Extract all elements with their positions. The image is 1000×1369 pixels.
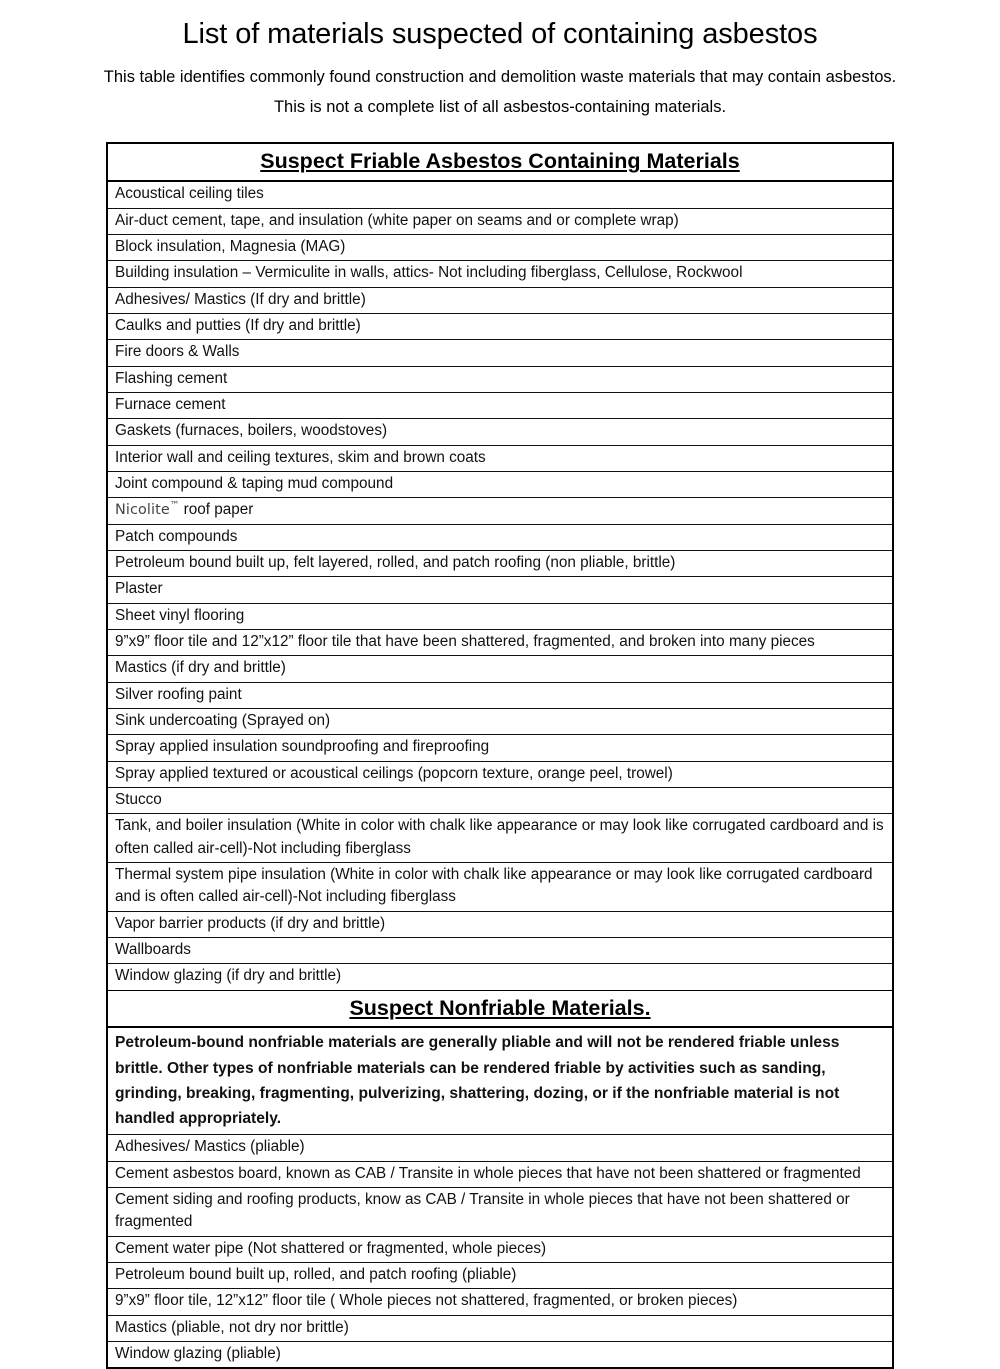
- material-row-nicolite-roof-paper: [108, 498, 892, 524]
- subtitle-line-1: This table identifies commonly found construction and demolition waste materials that may contain asbestos.: [103, 68, 897, 87]
- subtitle-line-2: This is not a complete list of all asbestos-containing materials.: [273, 97, 727, 116]
- material-nonfriable-row: Petroleum bound built up, rolled, and patch roofing (pliable): [108, 1263, 892, 1289]
- material-friable-row: Stucco: [108, 788, 892, 814]
- brand-name-nicolite: Nicolite™: [115, 500, 180, 519]
- material-friable-row: Wallboards: [108, 938, 892, 964]
- material-friable-row: Thermal system pipe insulation (White in color with chalk like appearance or may look like corrugated cardboard and is often called air-cell)-Not including fiberglass: [108, 863, 892, 912]
- material-friable-row: Spray applied insulation soundproofing and fireproofing: [108, 735, 892, 761]
- material-friable-row: Fire doors & Walls: [108, 340, 892, 366]
- material-friable-row: Block insulation, Magnesia (MAG): [108, 235, 892, 261]
- trademark-icon: ™: [169, 500, 180, 512]
- material-friable-row: Spray applied textured or acoustical ceilings (popcorn texture, orange peel, trowel): [108, 762, 892, 788]
- material-friable-row: Patch compounds: [108, 525, 892, 551]
- friable-rows-container: [108, 182, 892, 989]
- material-friable-row: Caulks and putties (If dry and brittle): [108, 314, 892, 340]
- nonfriable-intro-paragraph: Petroleum-bound nonfriable materials are generally pliable and will not be rendered friable unless brittle. Other types of nonfriable materials can be rendered friable by activities such as sanding, grinding, breaking, fragmenting, pulverizing, shattering, dozing, or if the nonfriable material is not handled appropriately.: [108, 1028, 892, 1135]
- material-friable-row: Joint compound & taping mud compound: [108, 472, 892, 498]
- material-friable-row: Acoustical ceiling tiles: [108, 182, 892, 208]
- material-nonfriable-row: Cement water pipe (Not shattered or fragmented, whole pieces): [108, 1237, 892, 1263]
- material-nonfriable-row: Cement asbestos board, known as CAB / Transite in whole pieces that have not been shattered or fragmented: [108, 1162, 892, 1188]
- material-friable-row: Adhesives/ Mastics (If dry and brittle): [108, 288, 892, 314]
- material-nonfriable-row: Window glazing (pliable): [115, 1345, 281, 1363]
- material-friable-row: Air-duct cement, tape, and insulation (white paper on seams and or complete wrap): [108, 209, 892, 235]
- material-friable-row: Gaskets (furnaces, boilers, woodstoves): [108, 419, 892, 445]
- material-friable-row: Building insulation – Vermiculite in walls, attics- Not including fiberglass, Cellulose, Rockwool: [108, 261, 892, 287]
- asbestos-materials-table: [106, 142, 894, 1369]
- material-nonfriable-row: 9”x9” floor tile, 12”x12” floor tile ( Whole pieces not shattered, fragmented, or broken pieces): [108, 1289, 892, 1315]
- section-header-friable: [108, 144, 892, 182]
- material-row-label: roof paper: [179, 501, 254, 519]
- material-nonfriable-row: Cement siding and roofing products, know as CAB / Transite in whole pieces that have not been shattered or fragmented: [108, 1188, 892, 1237]
- material-friable-row: Vapor barrier products (if dry and brittle): [108, 912, 892, 938]
- material-friable-row: Silver roofing paint: [108, 683, 892, 709]
- material-friable-row: Plaster: [108, 577, 892, 603]
- nonfriable-rows-container: [108, 1135, 892, 1367]
- material-friable-row: Furnace cement: [108, 393, 892, 419]
- material-friable-row: Interior wall and ceiling textures, skim and brown coats: [108, 446, 892, 472]
- material-friable-row: Tank, and boiler insulation (White in color with chalk like appearance or may look like corrugated cardboard and is often called air-cell)-Not including fiberglass: [108, 814, 892, 863]
- material-friable-row: Sheet vinyl flooring: [108, 604, 892, 630]
- material-friable-row: Petroleum bound built up, felt layered, rolled, and patch roofing (non pliable, brittle): [108, 551, 892, 577]
- section-header-nonfriable: [108, 990, 892, 1029]
- material-friable-row: Flashing cement: [108, 367, 892, 393]
- material-friable-row: 9”x9” floor tile and 12”x12” floor tile that have been shattered, fragmented, and broken into many pieces: [108, 630, 892, 656]
- material-friable-row: Window glazing (if dry and brittle): [115, 967, 342, 985]
- material-nonfriable-row: Mastics (pliable, not dry nor brittle): [108, 1316, 892, 1342]
- material-friable-row: Sink undercoating (Sprayed on): [108, 709, 892, 735]
- section-header-friable-label: Suspect Friable Asbestos Containing Materials: [260, 149, 740, 174]
- material-friable-row: Mastics (if dry and brittle): [108, 656, 892, 682]
- material-nonfriable-row: Adhesives/ Mastics (pliable): [108, 1135, 892, 1161]
- section-header-nonfriable-label: Suspect Nonfriable Materials.: [349, 995, 651, 1020]
- page-title: List of materials suspected of containing asbestos: [182, 18, 818, 50]
